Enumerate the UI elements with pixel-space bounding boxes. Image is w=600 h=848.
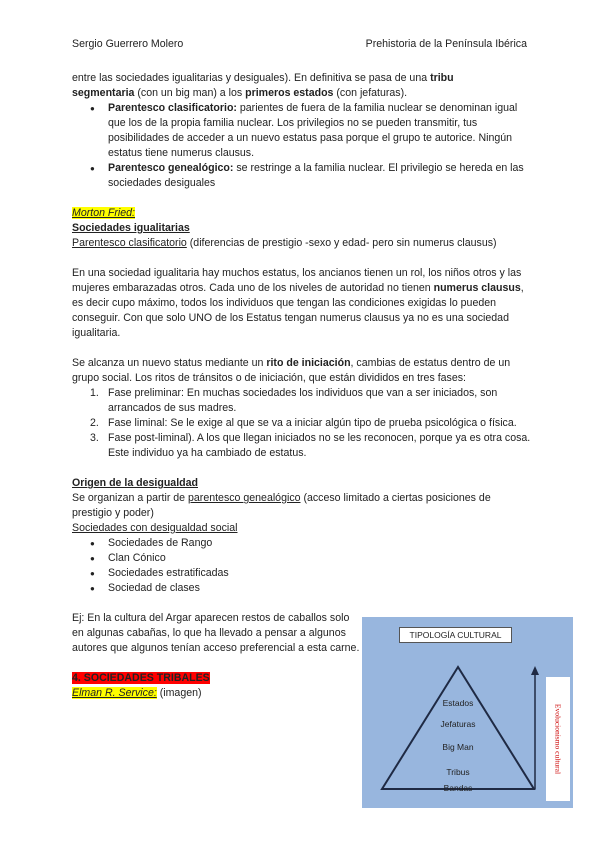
header-author: Sergio Guerrero Molero	[72, 38, 184, 50]
parentesco-list	[72, 101, 532, 191]
pyramid-level-bandas: Bandas	[443, 783, 473, 793]
argar-paragraph: Ej: En la cultura del Argar aparecen restos de caballos solo en algunas cabañas, lo que ha llevado a pensar a algunos autores que algunos tenían acceso preferencial a esta carne.	[72, 612, 360, 654]
header-subject: Prehistoria de la Península Ibérica	[365, 38, 527, 50]
section-heading: Origen de la desigualdad	[72, 477, 198, 489]
morton-subtitle: Parentesco clasificatorio (diferencias de prestigio -sexo y edad- pero sin numerus clausus)	[72, 237, 497, 249]
origen-paragraph: Se organizan a partir de parentesco genealógico (acceso limitado a ciertas posiciones de prestigio y poder)	[72, 492, 491, 519]
pyramid-level-estados: Estados	[442, 698, 474, 708]
list-item: Fase liminal: Se le exige al que se va a iniciar algún tipo de prueba psicológica o física.	[108, 417, 517, 429]
list-item: ● Parentesco genealógico: se restringe a la familia nuclear. El privilegio se hereda en las sociedades desiguales	[108, 161, 532, 191]
list-item: ● Sociedades estratificadas	[108, 566, 532, 581]
pyramid-level-jefaturas: Jefaturas	[440, 719, 476, 729]
desigualdad-list	[72, 536, 532, 596]
tipologia-cultural-diagram	[362, 617, 573, 808]
morton-fried-heading: Morton Fried:	[72, 207, 135, 219]
fases-list	[72, 386, 532, 461]
list-item: ● Sociedad de clases	[108, 581, 532, 596]
service-line: Elman R. Service: (imagen)	[72, 687, 202, 699]
list-item: Fase preliminar: En muchas sociedades los individuos que van a ser iniciados, son arrancados de sus madres.	[108, 387, 498, 414]
list-item: Fase post-liminal). A los que llegan iniciados no se les reconocen, porque ya es otra cosa. Este individuo ya ha cambiado de estatus.	[108, 432, 531, 459]
list-item: ● Parentesco clasificatorio: parientes de fuera de la familia nuclear se denominan igual que los de la propia familia nuclear. Los privilegios no se pueden transmitir, tus posibilidades de acceder a un nuevo estatus pasa porque el grupo te autorice. Ningún estatus tiene numerus clausus.	[108, 101, 532, 161]
list-item: ● Clan Cónico	[108, 551, 532, 566]
evolucionismo-label-box	[546, 677, 570, 801]
document-body	[72, 71, 532, 701]
origen-subheading: Sociedades con desigualdad social	[72, 522, 238, 534]
rito-paragraph: Se alcanza un nuevo status mediante un rito de iniciación, cambias de estatus dentro de un grupo social. Los ritos de tránsitos o de iniciación, que están divididos en tres fases:	[72, 357, 511, 384]
igualitaria-paragraph: En una sociedad igualitaria hay muchos estatus, los ancianos tienen un rol, los niños otros y las mujeres embarazadas otros. Cada uno de los niveles de autoridad no tienen numerus clausus, es decir cupo máximo, todos los individuos que tengan las condiciones exigidas lo pueden conseguir. Con que solo UNO de los Estatus tengan numerus clausus ya no es una sociedad igualitaria.	[72, 267, 524, 339]
evolution-arrow-head	[531, 666, 539, 675]
pyramid-level-tribus: Tribus	[446, 767, 470, 777]
diagram-title: TIPOLOGÍA CULTURAL	[399, 627, 512, 643]
evolucionismo-label: Evolucionismo cultural	[553, 703, 563, 775]
intro-paragraph: entre las sociedades igualitarias y desiguales). En definitiva se pasa de una tribu segmentaria (con un big man) a los primeros estados (con jefaturas).	[72, 72, 454, 99]
section-heading: Sociedades igualitarias	[72, 222, 190, 234]
tribales-heading: 4. SOCIEDADES TRIBALES	[72, 672, 210, 684]
list-item: ● Sociedades de Rango	[108, 536, 532, 551]
pyramid-level-big-man: Big Man	[442, 742, 474, 752]
